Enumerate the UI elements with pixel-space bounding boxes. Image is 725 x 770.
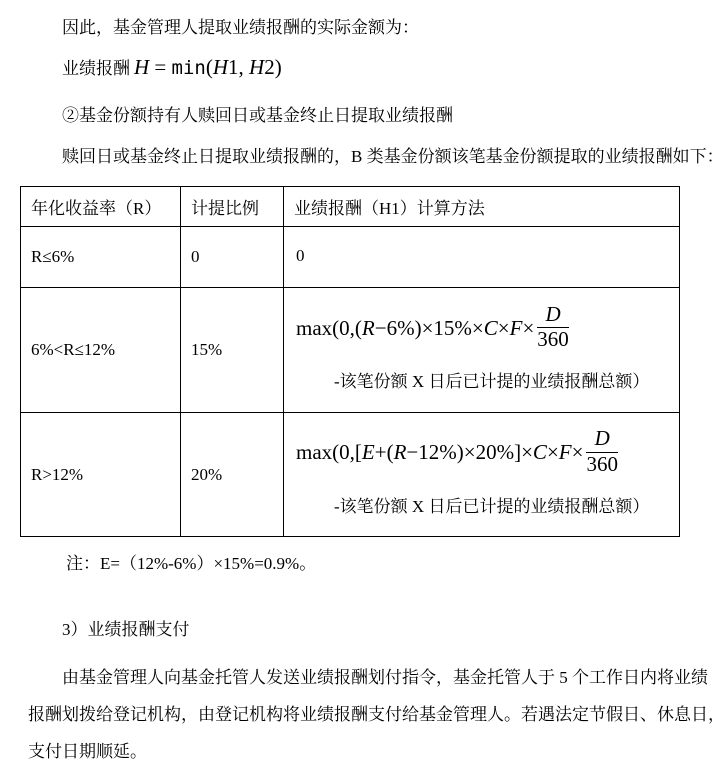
cell-method	[284, 288, 680, 413]
formula-var-r: R	[393, 440, 407, 465]
formula-var-c: C	[532, 440, 547, 465]
formula-var-f: F	[509, 315, 523, 340]
fraction-numerator: D	[586, 427, 618, 452]
paragraph-intro: 因此，基金管理人提取业绩报酬的实际金额为：	[62, 18, 419, 37]
section-heading-payment: 3）业绩报酬支付	[62, 620, 190, 639]
header-cell-accrual-ratio: 计提比例	[181, 187, 284, 227]
formula-stack	[296, 294, 677, 404]
cell-method: 0	[284, 227, 680, 288]
formula-token: ×	[497, 315, 510, 340]
paragraph-circle2: ②基金份额持有人赎回日或基金终止日提取业绩报酬	[62, 106, 453, 125]
equation-prefix: 业绩报酬	[62, 59, 130, 78]
table-row-low	[21, 227, 680, 288]
formula-var-f: F	[558, 440, 572, 465]
formula-token: −6%)×15%×	[374, 315, 484, 340]
equation-min-func: min	[171, 57, 206, 79]
formula-var-c: C	[483, 315, 498, 340]
fraction-denominator: 360	[586, 451, 618, 476]
cell-rate-range: R≤6%	[21, 227, 181, 288]
note-line: 注：E=（12%-6%）×15%=0.9%。	[66, 554, 317, 573]
payment-line: 由基金管理人向基金托管人发送业绩报酬划付指令，基金托管人于 5 个工作日内将业绩	[62, 668, 708, 687]
equation-var-h: H	[134, 55, 150, 79]
formula-note: -该笔份额 X 日后已计提的业绩报酬总额）	[334, 372, 650, 392]
formula-token: ×	[546, 440, 559, 465]
equation-line	[28, 54, 705, 82]
cell-rate-range: R>12%	[21, 413, 181, 537]
header-cell-calc-method: 业绩报酬（H1）计算方法	[284, 187, 680, 227]
cell-ratio: 20%	[181, 413, 284, 537]
formula-var-r: R	[361, 315, 375, 340]
equation-open-paren: (	[205, 55, 213, 79]
table-row-mid	[21, 288, 680, 413]
equation-math	[134, 55, 282, 79]
fraction-numerator: D	[537, 303, 569, 328]
formula-note: -该笔份额 X 日后已计提的业绩报酬总额）	[334, 496, 650, 516]
equation-arg2: H	[249, 55, 265, 79]
cell-ratio: 15%	[181, 288, 284, 413]
cell-method	[284, 413, 680, 537]
formula-token: max(0,(	[296, 315, 362, 340]
table-row-high	[21, 413, 680, 537]
formula-token: max(0,[	[296, 440, 362, 465]
formula-token: ×	[571, 440, 584, 465]
equation-arg2-num: 2	[264, 55, 275, 79]
cell-ratio: 0	[181, 227, 284, 288]
table-header-row	[21, 187, 680, 227]
equation-arg1: H	[212, 55, 229, 79]
formula-var-e: E	[361, 440, 375, 465]
paragraph-redeem: 赎回日或基金终止日提取业绩报酬的，B 类基金份额该笔基金份额提取的业绩报酬如下：	[62, 147, 724, 166]
formula-high-tier	[296, 426, 677, 478]
formula-mid-tier	[296, 301, 677, 354]
formula-fraction	[586, 427, 618, 475]
performance-fee-table	[20, 186, 680, 537]
equation-arg1-num: 1,	[228, 55, 250, 79]
formula-token: −12%)×20%]×	[406, 440, 533, 465]
cell-rate-range: 6%<R≤12%	[21, 288, 181, 413]
formula-token: ×	[522, 315, 535, 340]
formula-stack	[296, 419, 677, 528]
formula-token: +(	[374, 440, 394, 465]
header-cell-annualized-return: 年化收益率（R）	[21, 187, 181, 227]
payment-line: 支付日期顺延。	[28, 742, 147, 761]
payment-line: 报酬划拨给登记机构，由登记机构将业绩报酬支付给基金管理人。若遇法定节假日、休息日，	[28, 705, 725, 724]
equation-equals: =	[149, 55, 172, 79]
formula-fraction	[537, 303, 569, 351]
equation-close-paren: )	[274, 55, 282, 79]
fraction-denominator: 360	[537, 327, 569, 351]
paragraph-payment	[28, 659, 725, 770]
